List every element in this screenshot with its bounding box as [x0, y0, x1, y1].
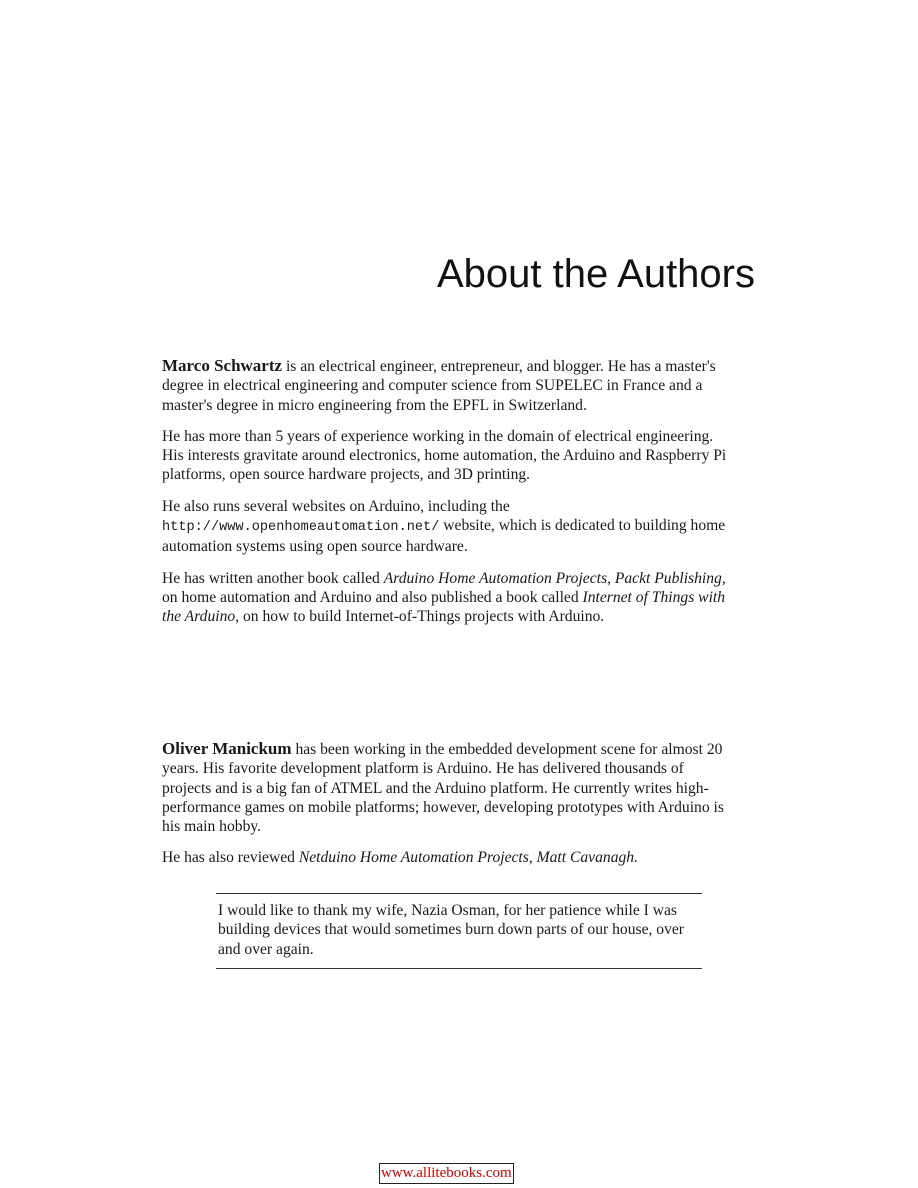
website-url-link[interactable]: http://www.openhomeautomation.net/ — [162, 520, 440, 536]
book-title: Netduino Home Automation Projects — [298, 849, 529, 867]
book-author: Matt Cavanagh. — [536, 849, 638, 867]
books-separator: , — [607, 569, 615, 587]
author-bio-paragraph — [162, 739, 737, 836]
author-section-marco — [162, 356, 737, 639]
acknowledgement-text: I would like to thank my wife, Nazia Osman, for her patience while I was building devices that would sometimes burn down parts of our house, over and over again. — [218, 902, 685, 958]
books-text-mid: , on home automation and Arduino and also published a book called — [162, 569, 726, 606]
bio-text: has been working in the embedded development scene for almost 20 years. His favorite development platform is Arduino. He has delivered thousands of projects and is a big fan of ATMEL and the Arduino platform. He currently writes high-performance games on mobile platforms; however, developing prototypes with Arduino is his main hobby. — [162, 741, 724, 836]
experience-paragraph: He has more than 5 years of experience working in the domain of electrical engineering. His interests gravitate around electronics, home automation, the Arduino and Raspberry Pi platforms, open source hardware projects, and 3D printing. — [162, 427, 727, 484]
page-title: About the Authors — [436, 252, 755, 296]
author-name: Marco Schwartz — [162, 356, 283, 375]
author-bio-paragraph — [162, 356, 737, 415]
reviews-separator: , — [528, 849, 537, 867]
author-name: Oliver Manickum — [162, 739, 292, 758]
footer-website-link[interactable]: www.allitebooks.com — [379, 1163, 514, 1184]
author-section-oliver — [162, 739, 737, 880]
websites-text-post: website, which is dedicated to building home automation systems using open source hardware. — [162, 517, 726, 556]
websites-text-pre: He also runs several websites on Arduino, including the — [162, 497, 510, 515]
books-text-post: , on how to build Internet-of-Things projects with Arduino. — [235, 608, 605, 626]
book-title: Arduino Home Automation Projects — [383, 569, 608, 587]
book-title: Internet of Things with the Arduino — [162, 588, 726, 626]
reviews-paragraph — [162, 848, 737, 867]
books-paragraph — [162, 569, 737, 627]
websites-paragraph — [162, 497, 737, 557]
reviews-text-pre: He has also reviewed — [162, 849, 299, 867]
acknowledgement-box — [216, 893, 702, 969]
bio-text: is an electrical engineer, entrepreneur, and blogger. He has a master's degree in electrical engineering and computer science from SUPELEC in France and a master's degree in micro engineering from the EPFL in Switzerland. — [162, 358, 716, 414]
books-text-pre: He has written another book called — [162, 569, 384, 587]
publisher-name: Packt Publishing — [614, 569, 722, 587]
